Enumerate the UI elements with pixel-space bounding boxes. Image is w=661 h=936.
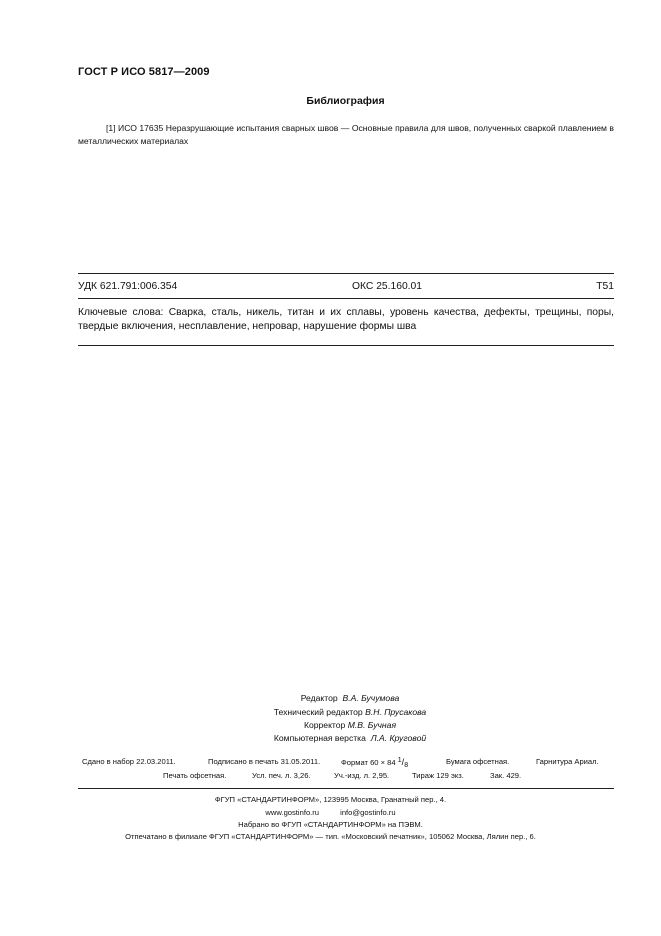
format-fraction-num: 1 — [397, 757, 402, 764]
credit-tech-editor-role: Технический редактор — [273, 707, 363, 717]
credit-layout-role: Компьютерная верстка — [273, 733, 366, 743]
publisher-email: info@gostinfo.ru — [340, 808, 396, 817]
publisher-printing-note: Отпечатано в филиале ФГУП «СТАНДАРТИНФОРМ» — тип. «Московский печатник», 105062 Москва, Лялин пер., 6. — [125, 832, 536, 841]
divider-bottom — [78, 345, 614, 346]
imprint-font: Гарнитура Ариал. — [536, 757, 599, 766]
imprint-print: Печать офсетная. — [163, 771, 227, 780]
imprint-format: Формат 60 × 84 1/8 — [341, 757, 409, 769]
divider-top — [78, 273, 614, 274]
standard-designation: ГОСТ Р ИСО 5817—2009 — [78, 66, 210, 78]
keywords — [78, 306, 614, 334]
imprint-paper: Бумага офсетная. — [446, 757, 510, 766]
keywords-label: Ключевые слова: — [78, 307, 164, 318]
imprint-signed: Подписано в печать 31.05.2011. — [208, 757, 321, 766]
credit-editor-name: В.А. Бучумова — [342, 693, 400, 703]
oks-code: ОКС 25.160.01 — [352, 281, 422, 292]
credit-corrector-name: М.В. Бучная — [347, 720, 397, 730]
credit-editor — [200, 693, 500, 703]
credit-layout-name: Л.А. Круговой — [370, 733, 427, 743]
imprint-order: Зак. 429. — [490, 771, 522, 780]
credit-editor-role: Редактор — [300, 693, 338, 703]
publisher-web: www.gostinfo.ru — [265, 808, 320, 817]
publisher-contacts — [0, 808, 661, 817]
format-fraction-den: 8 — [404, 762, 409, 769]
imprint-format-label: Формат 60 × 84 — [341, 758, 396, 767]
publisher-address: ФГУП «СТАНДАРТИНФОРМ», 123995 Москва, Гранатный пер., 4. — [214, 795, 447, 804]
imprint-sheets: Усл. печ. л. 3,26. — [252, 771, 311, 780]
imprint-pub-sheets: Уч.-изд. л. 2,95. — [334, 771, 390, 780]
divider-middle — [78, 298, 614, 299]
imprint-divider — [78, 788, 614, 789]
credit-tech-editor-name: В.Н. Прусакова — [365, 707, 427, 717]
group-code: T51 — [596, 281, 614, 292]
keywords-text: Сварка, сталь, никель, титан и их сплавы, уровень качества, дефекты, трещины, поры, твердые включения, несплавление, непровар, нарушение формы шва — [78, 307, 614, 332]
credit-tech-editor — [200, 707, 500, 717]
imprint-typeset: Сдано в набор 22.03.2011. — [82, 757, 176, 766]
imprint-run: Тираж 129 экз. — [412, 771, 464, 780]
classification-row — [78, 281, 614, 292]
publisher-typeset-note: Набрано во ФГУП «СТАНДАРТИНФОРМ» на ПЭВМ. — [238, 820, 423, 829]
credit-layout — [200, 733, 500, 743]
bibliography-entry: [1] ИСО 17635 Неразрушающие испытания сварных швов — Основные правила для швов, полученных сваркой плавлением в металлических материалах — [78, 123, 614, 146]
udk-code: УДК 621.791:006.354 — [78, 281, 178, 292]
credit-corrector-role: Корректор — [303, 720, 346, 730]
bibliography-title: Библиография — [306, 95, 385, 107]
credit-corrector — [200, 720, 500, 730]
